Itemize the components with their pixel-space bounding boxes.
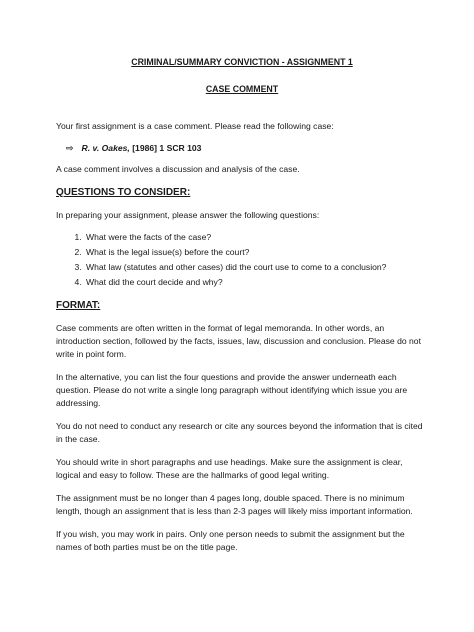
questions-intro: In preparing your assignment, please answer the following questions: [56,210,320,220]
question-item: 1. What were the facts of the case? [84,231,428,244]
intro-text: Your first assignment is a case comment. Please read the following case: [56,121,334,131]
format-paragraph: Case comments are often written in the format of legal memoranda. In other words, an introduction section, followed by the facts, issues, law, discussion and conclusion. Please do not write in point form. [56,323,421,359]
questions-list [56,231,428,289]
format-paragraph: In the alternative, you can list the four questions and provide the answer underneath each question. Please do not write a single long paragraph without identifying which issue you are addressing. [56,372,408,408]
case-citation [82,142,202,155]
questions-heading: QUESTIONS TO CONSIDER: [56,187,191,198]
question-item: 2. What is the legal issue(s) before the court? [84,246,428,259]
case-name: R. v. Oakes, [81,143,130,153]
format-paragraph: The assignment must be no longer than 4 pages long, double spaced. There is no minimum length, though an assignment that is less than 2-3 pages will likely miss important information. [56,493,413,516]
case-citation-number: [1986] 1 SCR 103 [129,143,202,153]
case-comment-definition: A case comment involves a discussion and analysis of the case. [56,164,300,174]
document-subtitle: CASE COMMENT [205,84,279,94]
question-item: 3. What law (statutes and other cases) did the court use to come to a conclusion? [84,261,428,274]
question-item: 4. What did the court decide and why? [84,276,428,289]
format-paragraph: You do not need to conduct any research or cite any sources beyond the information that is cited in the case. [56,421,423,444]
case-reference [66,142,428,155]
arrow-right-icon: ⇨ [66,143,74,153]
document-body [56,56,428,554]
format-heading: FORMAT: [56,300,101,311]
format-paragraph: If you wish, you may work in pairs. Only one person needs to submit the assignment but the names of both parties must be on the title page. [56,529,405,552]
format-paragraph: You should write in short paragraphs and use headings. Make sure the assignment is clear, logical and easy to follow. These are the hallmarks of good legal writing. [56,457,403,480]
document-title: CRIMINAL/SUMMARY CONVICTION - ASSIGNMENT 1 [131,57,353,67]
